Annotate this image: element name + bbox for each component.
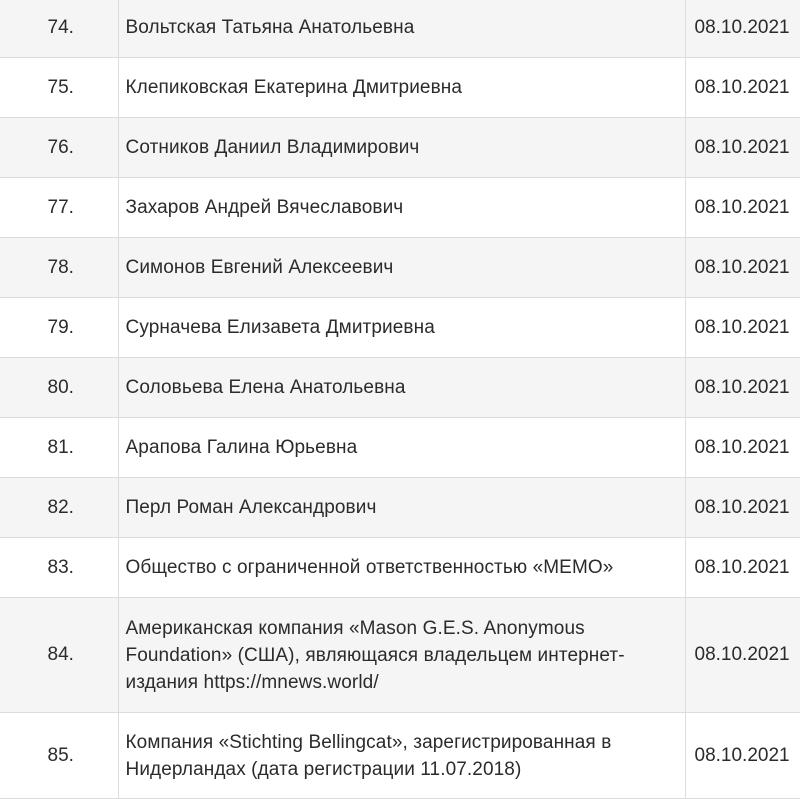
row-number: 76. bbox=[0, 118, 118, 178]
row-date: 08.10.2021 bbox=[685, 58, 800, 118]
row-name: Захаров Андрей Вячеславович bbox=[118, 178, 685, 238]
table-row bbox=[0, 713, 800, 799]
row-number: 77. bbox=[0, 178, 118, 238]
row-name: Перл Роман Александрович bbox=[118, 478, 685, 538]
row-number: 84. bbox=[0, 598, 118, 713]
row-number: 85. bbox=[0, 713, 118, 799]
row-number: 83. bbox=[0, 538, 118, 598]
table-row bbox=[0, 238, 800, 298]
table-row bbox=[0, 0, 800, 58]
row-date: 08.10.2021 bbox=[685, 0, 800, 58]
row-name: Сотников Даниил Владимирович bbox=[118, 118, 685, 178]
row-number: 82. bbox=[0, 478, 118, 538]
row-number: 81. bbox=[0, 418, 118, 478]
table-row bbox=[0, 478, 800, 538]
row-number: 78. bbox=[0, 238, 118, 298]
row-date: 08.10.2021 bbox=[685, 298, 800, 358]
row-name: Соловьева Елена Анатольевна bbox=[118, 358, 685, 418]
row-date: 08.10.2021 bbox=[685, 478, 800, 538]
table-row bbox=[0, 598, 800, 713]
row-date: 08.10.2021 bbox=[685, 418, 800, 478]
row-name: Общество с ограниченной ответственностью «МЕМО» bbox=[118, 538, 685, 598]
table-row bbox=[0, 418, 800, 478]
row-name: Американская компания «Mason G.E.S. Anonymous Foundation» (США), являющаяся владельцем интернет-издания https://mnews.world/ bbox=[118, 598, 685, 713]
row-date: 08.10.2021 bbox=[685, 713, 800, 799]
row-name: Арапова Галина Юрьевна bbox=[118, 418, 685, 478]
table-row bbox=[0, 358, 800, 418]
row-number: 75. bbox=[0, 58, 118, 118]
row-date: 08.10.2021 bbox=[685, 598, 800, 713]
row-number: 80. bbox=[0, 358, 118, 418]
table-row bbox=[0, 118, 800, 178]
row-number: 74. bbox=[0, 0, 118, 58]
table-row bbox=[0, 538, 800, 598]
row-date: 08.10.2021 bbox=[685, 538, 800, 598]
row-date: 08.10.2021 bbox=[685, 118, 800, 178]
row-date: 08.10.2021 bbox=[685, 358, 800, 418]
row-date: 08.10.2021 bbox=[685, 238, 800, 298]
row-date: 08.10.2021 bbox=[685, 178, 800, 238]
row-name: Симонов Евгений Алексеевич bbox=[118, 238, 685, 298]
table-row bbox=[0, 58, 800, 118]
row-name: Клепиковская Екатерина Дмитриевна bbox=[118, 58, 685, 118]
row-number: 79. bbox=[0, 298, 118, 358]
row-name: Компания «Stichting Bellingcat», зарегистрированная в Нидерландах (дата регистрации 11.07.2018) bbox=[118, 713, 685, 799]
row-name: Сурначева Елизавета Дмитриевна bbox=[118, 298, 685, 358]
table-row bbox=[0, 178, 800, 238]
table-row bbox=[0, 298, 800, 358]
row-name: Вольтская Татьяна Анатольевна bbox=[118, 0, 685, 58]
